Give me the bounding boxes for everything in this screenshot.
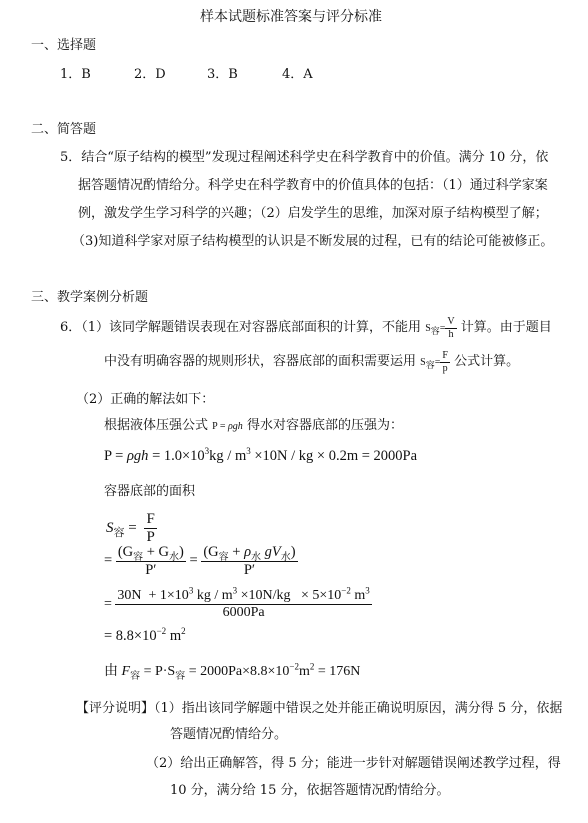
answer-2: 2．D [134,67,166,82]
area-eq-row-1: $S_容$ = $\frac{F}{P}$ [106,511,155,545]
grading-line-1 [76,697,562,716]
grading-line-4: 10 分，满分给 15 分，依据答题情况酌情给分。 [170,783,450,798]
area-eq-row-3: = $\frac{30N + 1\times 10^3 kg / m^3 \times 10N/kg \times 5\times 10^{-2} m^3}{6000Pa}$ [104,585,370,620]
grading-line-3: （2）给出正确解答，得 5 分；能进一步针对解题错误阐述教学过程，得 [146,756,561,771]
case-line-5: 容器底部的面积 [104,484,196,499]
page-title: 样本试题标准答案与评分标准 [200,9,382,25]
grading-line-2: 答题情况酌情给分。 [170,727,288,742]
case-line-4 [104,414,403,433]
equation-pressure: $P = \rho gh = 1.0\times 10^3kg / m^3 \times 10N$ / kg × 0.2m = 2000Pa [104,446,418,464]
equation-force: 由 $F_容 = P\cdot S_容 = 2000Pa\times 8.8\times 10^{-2}m^2 = 176N$ [104,661,361,682]
answer-4: 4．A [282,67,313,82]
section-3-heading: 三、教学案例分析题 [31,290,149,305]
case-line-1 [60,316,552,340]
formula-s-vh: $S_容=$ $\frac{V}{h}$ [425,316,455,341]
case-line-1-a: 6．（1）该同学解题错误表现在对容器底部面积的计算，不能用 [60,320,422,335]
grading-l1: （1）指出该同学解题中错误之处并能正确说明原因，满分得 5 分，依据 [154,701,563,716]
case-line-4-a: 根据液体压强公式 [104,418,209,433]
case-line-4-b: 得水对容器底部的压强为： [246,418,403,433]
case-line-1-b: 计算。由于题目 [460,320,552,335]
essay-line-3: 例，激发学生学习科学的兴趣；（2）启发学生的思维，加深对原子结构模型了解； [78,206,548,221]
answer-3: 3．B [207,67,238,82]
section-2-heading: 二、简答题 [31,122,97,137]
formula-s-fp: $S_容=$ $\frac{F}{p}$ [420,350,448,375]
answer-1: 1．B [60,67,91,82]
area-eq-result: = $8.8\times 10^{-2}$ $m^2$ [104,626,186,644]
essay-line-2: 据答题情况酌情给分。科学史在科学教育中的价值具体的包括：（1）通过科学家案 [78,178,548,193]
case-line-2-a: 中没有明确容器的规则形状，容器底部的面积需要运用 [104,354,417,369]
case-line-2-b: 公式计算。 [454,354,520,369]
essay-line-4: （3)知道科学家对原子结构模型的认识是不断发展的过程，已有的结论可能被修正。 [72,234,554,249]
section-1-heading: 一、选择题 [31,38,97,53]
essay-line-1: 5．结合“原子结构的模型”发现过程阐述科学史在科学教育中的价值。满分 10 分，依 [60,150,549,165]
area-eq-row-2: = $\frac{(G_容 + G_水)}{P'}$ = $\frac{(G_容 + \rho_水 gV_水)}{P'}$ [104,544,296,578]
case-line-2 [104,350,519,374]
grading-label: 【评分说明】 [76,701,155,716]
case-line-3: （2）正确的解法如下： [76,392,215,407]
formula-p-rgh: P = ρgh [212,421,243,432]
